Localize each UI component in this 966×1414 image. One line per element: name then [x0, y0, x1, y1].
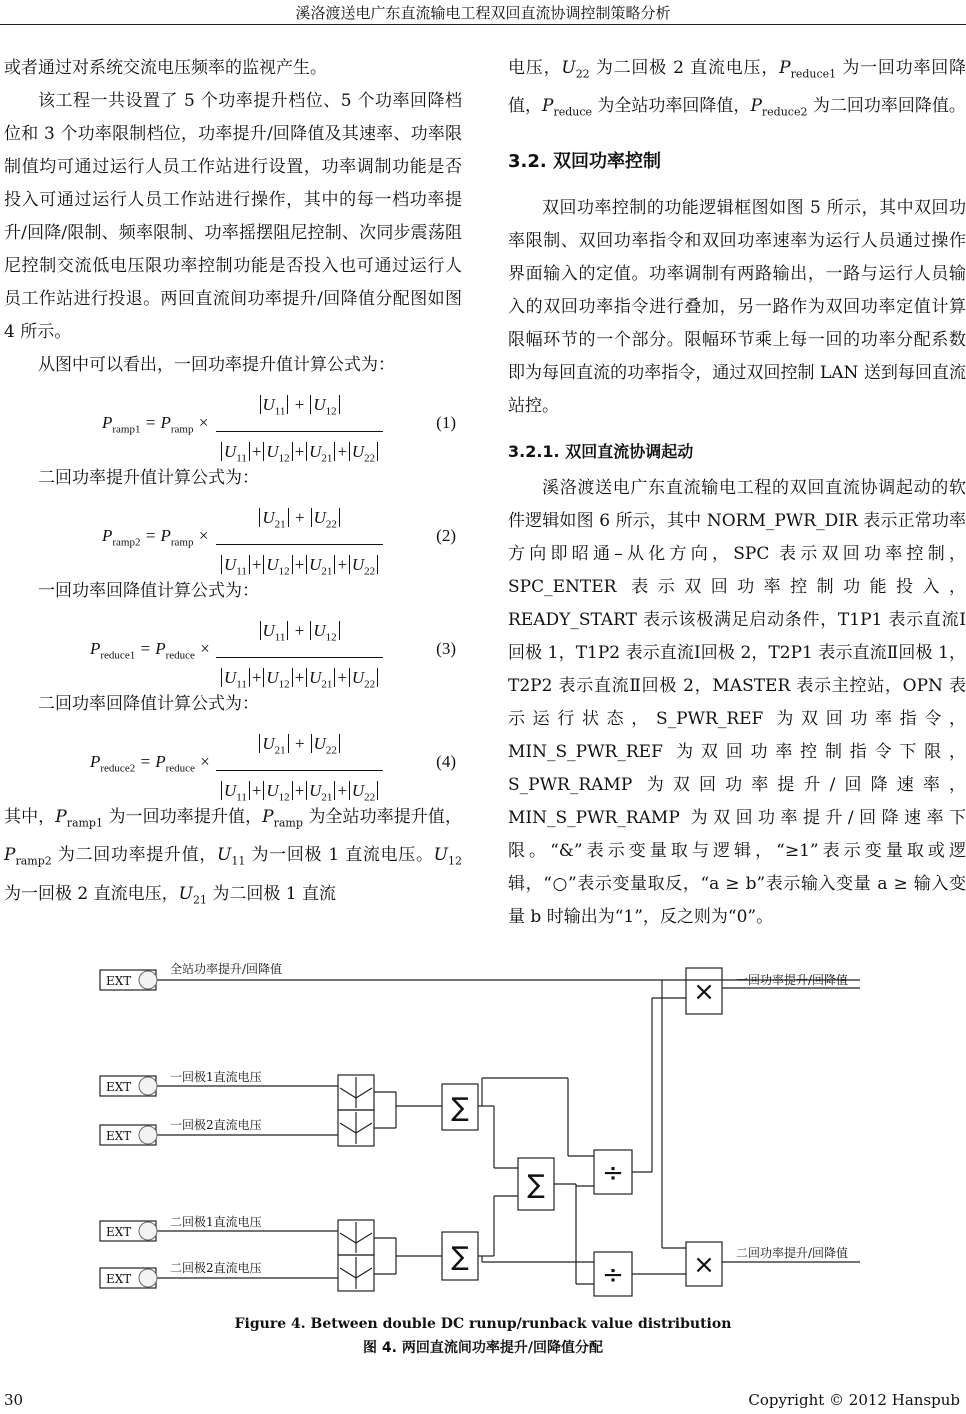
equation-number: (2) — [436, 526, 456, 545]
paragraph: 从图中可以看出，一回功率提升值计算公式为： — [38, 355, 395, 375]
header-rule — [0, 24, 966, 25]
sum-symbol: ∑ — [451, 1093, 469, 1123]
paragraph: 或者通过对系统交流电压频率的监视产生。 — [4, 58, 327, 78]
input-label-u22: 二回极2直流电压 — [170, 1261, 262, 1275]
multiply-symbol: × — [693, 977, 715, 1007]
output-label-1: 一回功率提升/回降值 — [736, 973, 849, 987]
paragraph: 一回功率回降值计算公式为： — [38, 581, 259, 601]
copyright: Copyright © 2012 Hanspub — [748, 1391, 960, 1409]
ext-label: EXT — [106, 1129, 132, 1143]
divide-symbol: ÷ — [602, 1158, 624, 1188]
left-column — [4, 52, 462, 916]
equation-4: $P_{reduce2} = P_{reduce}$ × $\frac{U_{21} + U_{22}}{U_{11} + U_{12} + U_{21} + U_{22}}$ (4) — [4, 721, 462, 801]
multiply-symbol: × — [693, 1250, 715, 1280]
paragraph: 二回功率提升值计算公式为： — [38, 468, 259, 488]
ext-label: EXT — [106, 974, 132, 988]
page-number: 30 — [4, 1391, 24, 1409]
subsection-heading: 3.2.1. 双回直流协调起动 — [508, 441, 694, 461]
equation-number: (4) — [436, 752, 456, 771]
paragraph: 其中，$P_{ramp1}$ 为一回功率提升值，$P_{ramp}$ 为全站功率提升值，$P_{ramp2}$ 为二回功率提升值，$U_{11}$ 为一回极 1 直流电压。$U_{12}$ 为一回极 2 直流电压，$U_{21}$ 为二回极 1 直流 — [4, 807, 463, 907]
input-label-total: 全站功率提升/回降值 — [170, 962, 283, 976]
ext-label: EXT — [106, 1080, 132, 1094]
equation-number: (1) — [436, 413, 456, 432]
divide-symbol: ÷ — [602, 1260, 624, 1290]
equation-1: $P_{ramp1} = P_{ramp}$ × $\frac{U_{11} + U_{12}}{U_{11} + U_{12} + U_{21} + U_{22}}$ (1) — [4, 382, 462, 462]
ext-label: EXT — [106, 1225, 132, 1239]
sum-symbol: ∑ — [451, 1242, 469, 1272]
paragraph: 溪洛渡送电广东直流输电工程的双回直流协调起动的软件逻辑如图 6 所示，其中 NORM_PWR_DIR 表示正常功率方向即昭通–从化方向，SPC 表示双回功率控制，SPC_ENTER 表示双回功率控制功能投入，READY_START 表示该极满足启动条件，T1P1 表示直流Ⅰ回极 1，T1P2 表示直流Ⅰ回极 2，T2P1 表示直流Ⅱ回极 1，T2P2 表示直流Ⅱ回极 2，MASTER 表示主控站，OPN 表示运行状态，S_PWR_REF 为双回功率指令，MIN_S_PWR_REF 为双回功率控制指令下限，S_PWR_RAMP 为双回功率提升/回降速率，MIN_S_PWR_RAMP 为双回功率提升/回降速率下限。“&”表示变量取与逻辑，“≥1”表示变量取或逻辑，“○”表示变量取反，“a ≥ b”表示输入变量 a ≥ 输入变量 b 时输出为“1”，反之则为“0”。 — [508, 477, 966, 927]
paragraph: 双回功率控制的功能逻辑框图如图 5 所示，其中双回功率限制、双回功率指令和双回功率速率为运行人员通过操作界面输入的定值。功率调制有两路输出，一路与运行人员输入的双回功率指令进行叠加，另一路作为双回功率定值计算限幅环节的一个部分。限幅环节乘上每一回的功率分配系数即为每回直流的功率指令，通过双回控制 LAN 送到每回直流站控。 — [508, 197, 966, 416]
paragraph: 二回功率回降值计算公式为： — [38, 694, 259, 714]
paragraph: 该工程一共设置了 5 个功率提升档位、5 个功率回降档位和 3 个功率限制档位，功率提升/回降值及其速率、功率限制值均可通过运行人员工作站进行设置，功率调制功能是否投入可通过运行人员工作站进行操作，其中的每一档功率提升/回降/限制、频率限制、功率摇摆阻尼控制、次同步震荡阻尼控制交流低电压限功率控制功能是否投入也可通过运行人员工作站进行投退。两回直流间功率提升/回降值分配图如图 4 所示。 — [4, 91, 462, 342]
figure-caption-en: Figure 4. Between double DC runup/runback value distribution — [234, 1316, 732, 1332]
section-heading: 3.2. 双回功率控制 — [508, 150, 661, 172]
right-column — [508, 52, 966, 934]
input-label-u11: 一回极1直流电压 — [170, 1070, 262, 1084]
sum-symbol: ∑ — [527, 1170, 545, 1200]
ext-label: EXT — [106, 1272, 132, 1286]
input-label-u21: 二回极1直流电压 — [170, 1215, 262, 1229]
equation-2: $P_{ramp2} = P_{ramp}$ × $\frac{U_{21} + U_{22}}{U_{11} + U_{12} + U_{21} + U_{22}}$ (2) — [4, 495, 462, 575]
paragraph: 电压，$U_{22}$ 为二回极 2 直流电压，$P_{reduce1}$ 为一回功率回降值，$P_{reduce}$ 为全站功率回降值，$P_{reduce2}$ 为二回功率回降值。 — [508, 58, 966, 119]
figure-caption-zh: 图 4. 两回直流间功率提升/回降值分配 — [363, 1340, 603, 1356]
running-header: 溪洛渡送电广东直流输电工程双回直流协调控制策略分析 — [295, 4, 671, 22]
equation-3: $P_{reduce1} = P_{reduce}$ × $\frac{U_{11} + U_{12}}{U_{11} + U_{12} + U_{21} + U_{22}}$ (3) — [4, 608, 462, 688]
input-label-u12: 一回极2直流电压 — [170, 1118, 262, 1132]
equation-number: (3) — [436, 639, 456, 658]
figure-4-diagram — [96, 956, 866, 1301]
output-label-2: 二回功率提升/回降值 — [736, 1246, 849, 1260]
